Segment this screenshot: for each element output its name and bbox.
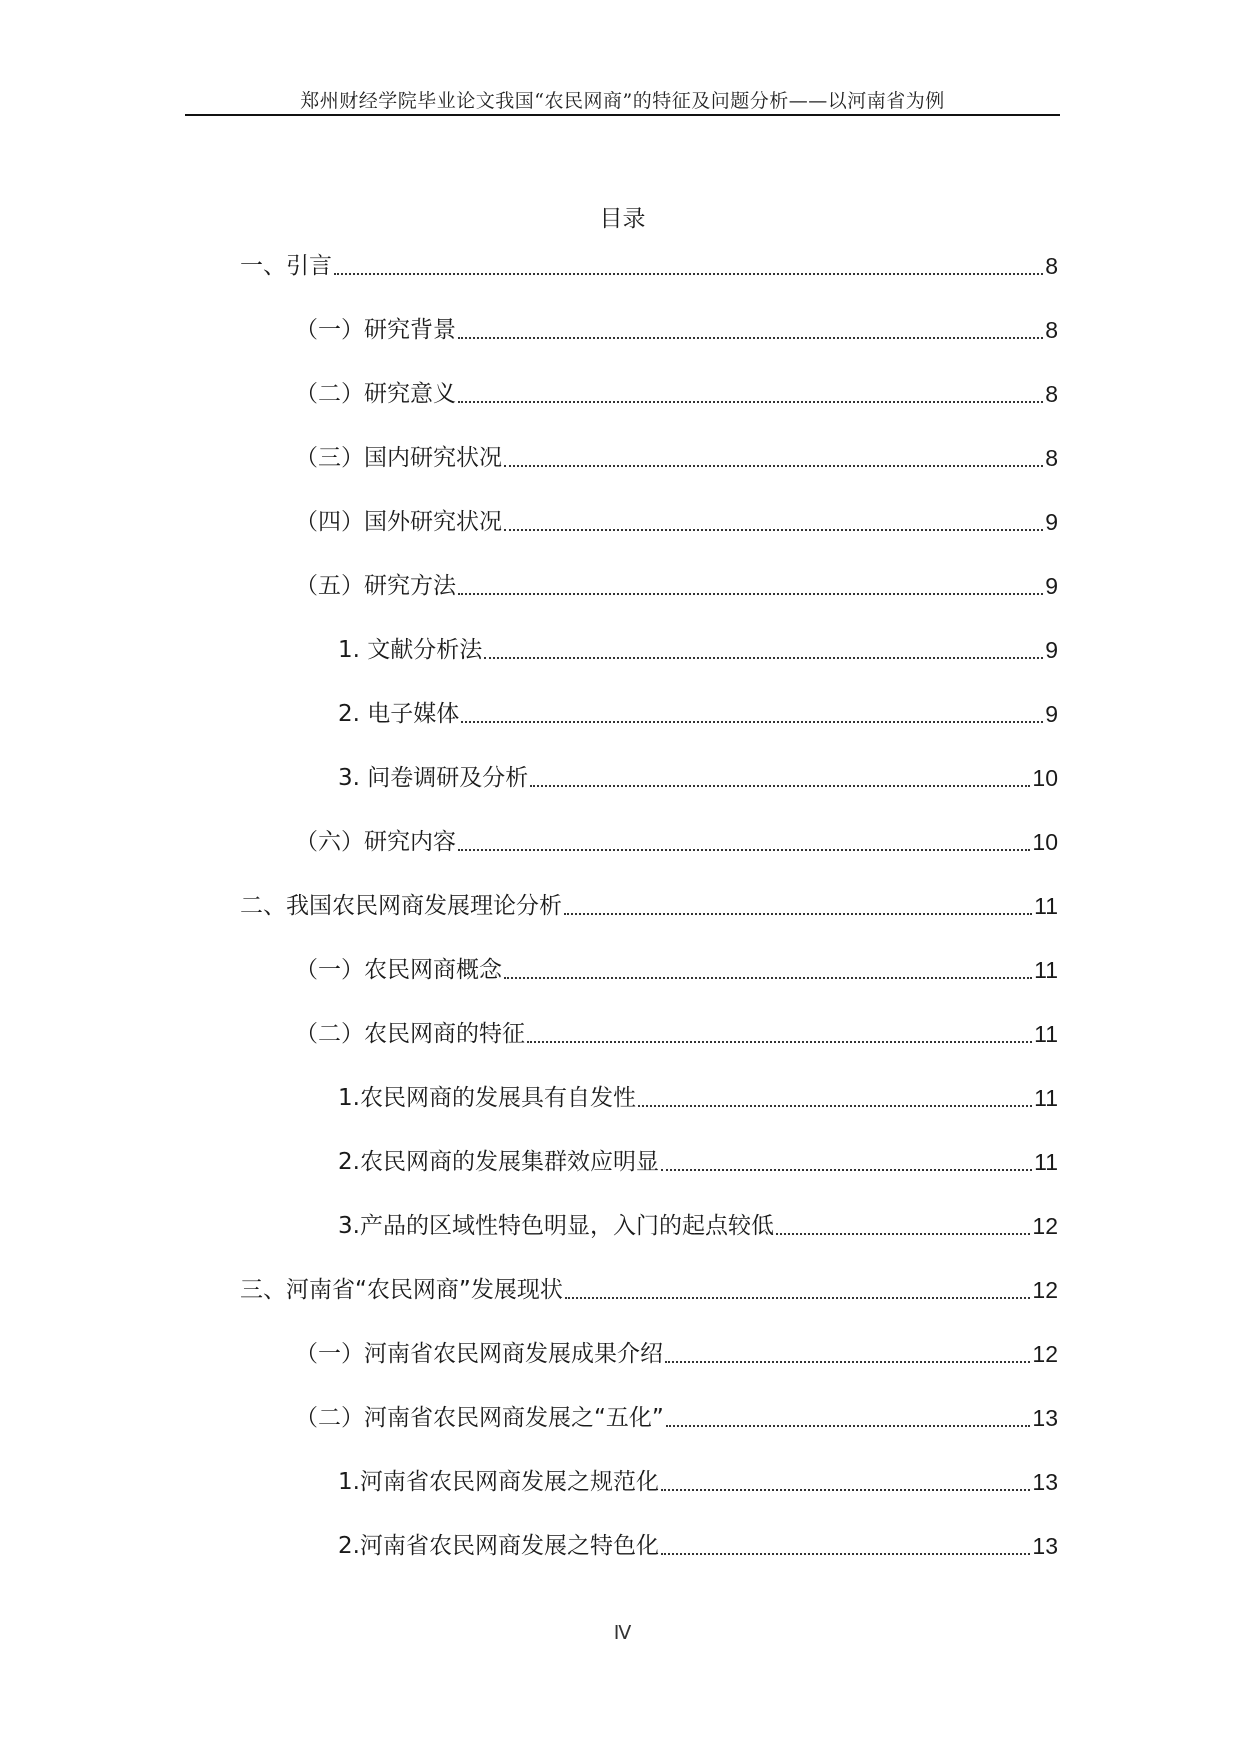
dot-leader [661, 1169, 1032, 1171]
toc-entry-label: 1.河南省农民网商发展之规范化 [338, 1469, 659, 1495]
toc-entry-page: 11 [1034, 957, 1058, 983]
toc-entry-label: 1. 文献分析法 [338, 637, 483, 663]
toc-entry[interactable] [338, 1077, 1058, 1115]
dot-leader [530, 785, 1030, 787]
toc-entry-page: 13 [1032, 1533, 1058, 1559]
dot-leader [661, 1489, 1030, 1491]
toc-entry-label: （四）国外研究状况 [295, 509, 502, 535]
toc-entry-page: 9 [1045, 509, 1058, 535]
toc-entry-label: 一、引言 [240, 253, 332, 279]
toc-entry-page: 13 [1032, 1405, 1058, 1431]
dot-leader [458, 593, 1043, 595]
toc-entry-label: （二）农民网商的特征 [295, 1021, 525, 1047]
dot-leader [458, 401, 1043, 403]
dot-leader [484, 657, 1043, 659]
toc-entry[interactable] [338, 1205, 1058, 1243]
toc-entry-label: 2.农民网商的发展集群效应明显 [338, 1149, 659, 1175]
toc-entry[interactable] [338, 693, 1058, 731]
dot-leader [334, 273, 1043, 275]
dot-leader [527, 1041, 1032, 1043]
toc-entry-page: 8 [1045, 445, 1058, 471]
toc-entry-label: 3. 问卷调研及分析 [338, 765, 529, 791]
header-rule [185, 114, 1060, 116]
toc-entry-page: 11 [1034, 1021, 1058, 1047]
toc-entry-page: 9 [1045, 701, 1058, 727]
dot-leader [665, 1361, 1030, 1363]
toc-entry-label: 2. 电子媒体 [338, 701, 460, 727]
running-header: 郑州财经学院毕业论文我国“农民网商”的特征及问题分析——以河南省为例 [300, 90, 945, 112]
dot-leader [458, 337, 1043, 339]
toc-entry[interactable] [338, 1525, 1058, 1563]
toc-entry-page: 9 [1045, 573, 1058, 599]
toc-entry[interactable] [338, 757, 1058, 795]
dot-leader [666, 1425, 1031, 1427]
dot-leader [504, 529, 1043, 531]
toc-entry-page: 11 [1034, 1149, 1058, 1175]
toc-entry-page: 12 [1032, 1341, 1058, 1367]
page-number: Ⅳ [613, 1623, 632, 1644]
toc-entry-label: 二、我国农民网商发展理论分析 [240, 893, 562, 919]
toc-entry[interactable] [295, 309, 1058, 347]
toc-entry[interactable] [295, 949, 1058, 987]
dot-leader [776, 1233, 1030, 1235]
toc-entry[interactable] [240, 885, 1058, 923]
toc-entry[interactable] [240, 1269, 1058, 1307]
toc-entry[interactable] [295, 1397, 1058, 1435]
toc-entry-page: 11 [1034, 1085, 1058, 1111]
toc-entry-label: （一）河南省农民网商发展成果介绍 [295, 1341, 663, 1367]
toc-title: 目录 [599, 206, 646, 232]
toc-entry-page: 12 [1032, 1277, 1058, 1303]
dot-leader [564, 913, 1032, 915]
dot-leader [504, 977, 1032, 979]
toc-entry-label: 三、河南省“农民网商”发展现状 [240, 1277, 563, 1303]
toc-entry-label: （一）研究背景 [295, 317, 456, 343]
toc-entry[interactable] [295, 501, 1058, 539]
toc-entry-page: 13 [1032, 1469, 1058, 1495]
toc-entry[interactable] [295, 565, 1058, 603]
dot-leader [458, 849, 1030, 851]
toc-entry[interactable] [338, 1141, 1058, 1179]
toc-entry[interactable] [295, 437, 1058, 475]
dot-leader [661, 1553, 1030, 1555]
toc-entry-page: 8 [1045, 381, 1058, 407]
toc-entry[interactable] [240, 245, 1058, 283]
toc-entry-label: （一）农民网商概念 [295, 957, 502, 983]
dot-leader [461, 721, 1043, 723]
toc-entry-label: （六）研究内容 [295, 829, 456, 855]
toc-entry-page: 8 [1045, 317, 1058, 343]
dot-leader [638, 1105, 1032, 1107]
toc-entry-label: （三）国内研究状况 [295, 445, 502, 471]
toc-entry-page: 11 [1034, 893, 1058, 919]
toc-entry-page: 10 [1032, 829, 1058, 855]
dot-leader [565, 1297, 1031, 1299]
toc-entry[interactable] [295, 1333, 1058, 1371]
toc-entry-page: 12 [1032, 1213, 1058, 1239]
toc-entry-page: 8 [1045, 253, 1058, 279]
toc-entry-label: （五）研究方法 [295, 573, 456, 599]
toc-entry[interactable] [338, 629, 1058, 667]
toc-entry[interactable] [338, 1461, 1058, 1499]
toc-entry[interactable] [295, 821, 1058, 859]
toc-entry-label: （二）河南省农民网商发展之“五化” [295, 1405, 664, 1431]
toc-entry-label: 2.河南省农民网商发展之特色化 [338, 1533, 659, 1559]
toc-entry-label: 1.农民网商的发展具有自发性 [338, 1085, 636, 1111]
toc-entry[interactable] [295, 1013, 1058, 1051]
toc-entry-label: 3.产品的区域性特色明显，入门的起点较低 [338, 1213, 774, 1239]
toc-entry-page: 10 [1032, 765, 1058, 791]
toc-entry[interactable] [295, 373, 1058, 411]
toc-entry-page: 9 [1045, 637, 1058, 663]
dot-leader [504, 465, 1043, 467]
toc-entry-label: （二）研究意义 [295, 381, 456, 407]
